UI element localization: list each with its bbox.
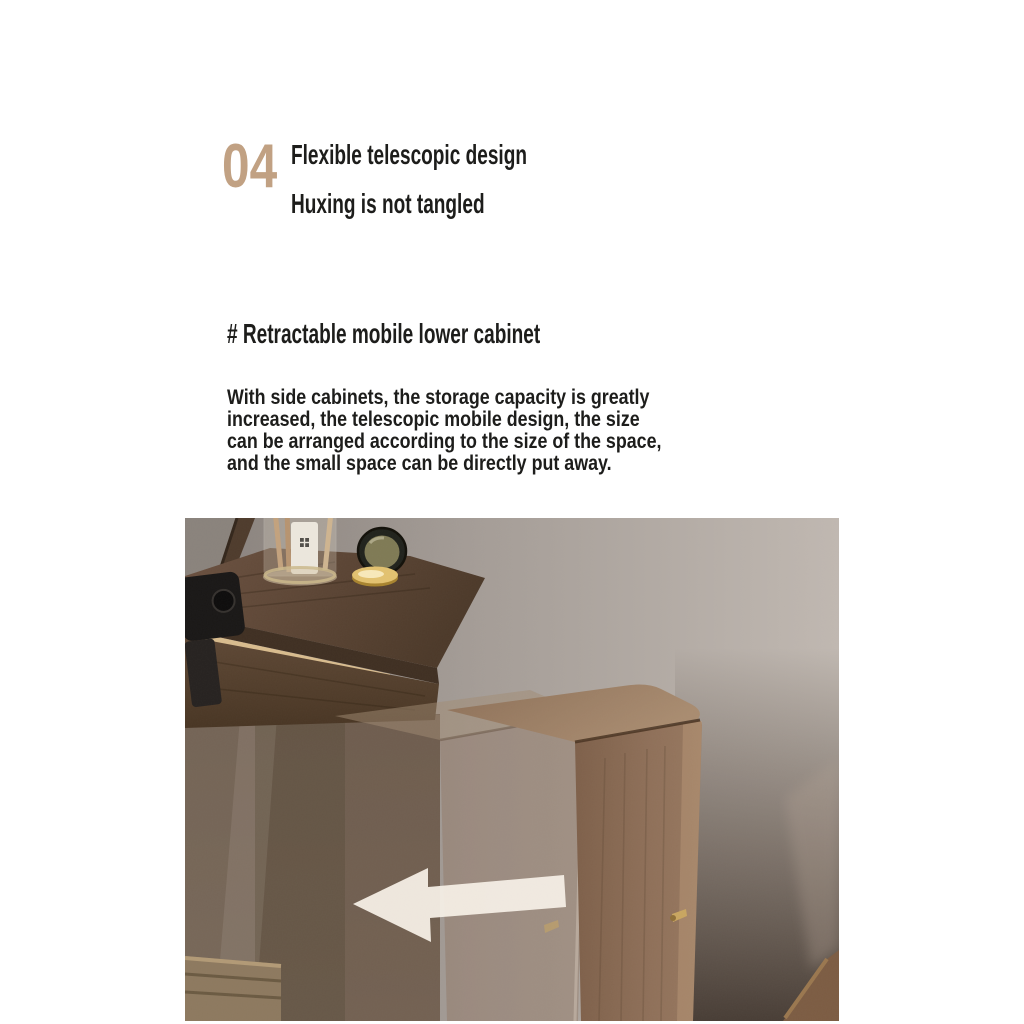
brush-holder-glass [263, 518, 337, 586]
feature-description-line: With side cabinets, the storage capacity is greatly [227, 386, 650, 409]
feature-heading: # Retractable mobile lower cabinet [227, 318, 541, 349]
feature-description-line: increased, the telescopic mobile design, the size [227, 408, 640, 431]
under-desk-shadow [185, 714, 440, 1021]
product-photo [185, 518, 839, 1021]
feature-description-line: and the small space can be directly put away. [227, 452, 612, 475]
section-number: 04 [222, 132, 278, 201]
feature-description-line: can be arranged according to the size of the space, [227, 430, 662, 453]
feature-description [227, 387, 661, 475]
baseboard [185, 956, 281, 1021]
section-title: Flexible telescopic design [291, 139, 527, 170]
vanity-cabinet-scene [185, 518, 839, 1021]
section-subtitle: Huxing is not tangled [291, 188, 485, 219]
powder-compact [352, 567, 398, 587]
